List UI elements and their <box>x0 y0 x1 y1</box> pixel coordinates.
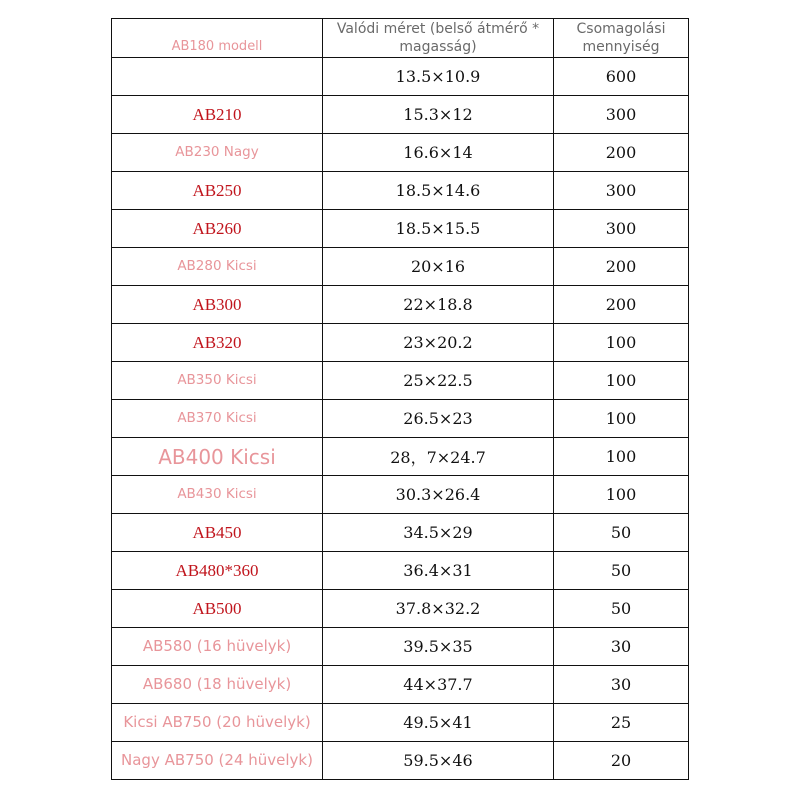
size-cell: 13.5×10.9 <box>323 58 554 96</box>
header-row <box>112 19 689 58</box>
size-cell: 30.3×26.4 <box>323 476 554 514</box>
model-cell <box>112 96 323 134</box>
model-cell <box>112 58 323 96</box>
table-row <box>112 248 689 286</box>
model-cell <box>112 742 323 780</box>
quantity-cell: 600 <box>554 58 689 96</box>
model-cell <box>112 476 323 514</box>
model-name: AB320 <box>192 332 242 352</box>
model-cell <box>112 628 323 666</box>
size-cell: 36.4×31 <box>323 552 554 590</box>
size-cell: 15.3×12 <box>323 96 554 134</box>
table-row <box>112 286 689 324</box>
quantity-cell: 300 <box>554 210 689 248</box>
quantity-cell: 20 <box>554 742 689 780</box>
model-name: AB370 Kicsi <box>177 410 257 426</box>
table-row <box>112 552 689 590</box>
model-name: AB300 <box>192 294 242 314</box>
table-row <box>112 628 689 666</box>
model-cell <box>112 666 323 704</box>
model-cell <box>112 552 323 590</box>
header-quantity: Csomagolási mennyiség <box>554 19 689 58</box>
model-cell <box>112 514 323 552</box>
model-name: AB250 <box>192 180 242 200</box>
size-cell: 26.5×23 <box>323 400 554 438</box>
table-row <box>112 96 689 134</box>
table-row <box>112 362 689 400</box>
quantity-cell: 300 <box>554 172 689 210</box>
table-row <box>112 400 689 438</box>
model-cell <box>112 704 323 742</box>
model-cell <box>112 286 323 324</box>
quantity-cell: 25 <box>554 704 689 742</box>
model-name: AB450 <box>192 522 242 542</box>
quantity-cell: 100 <box>554 476 689 514</box>
quantity-cell: 50 <box>554 552 689 590</box>
first-model-label: AB180 modell <box>171 38 263 54</box>
table-row <box>112 324 689 362</box>
size-cell: 18.5×14.6 <box>323 172 554 210</box>
size-cell: 28，7×24.7 <box>323 438 554 476</box>
model-name: AB500 <box>192 598 242 618</box>
quantity-cell: 100 <box>554 400 689 438</box>
model-cell <box>112 362 323 400</box>
table-body <box>112 19 689 780</box>
quantity-cell: 300 <box>554 96 689 134</box>
size-cell: 20×16 <box>323 248 554 286</box>
model-name: AB260 <box>192 218 242 238</box>
table-row <box>112 438 689 476</box>
size-cell: 44×37.7 <box>323 666 554 704</box>
quantity-cell: 50 <box>554 514 689 552</box>
size-cell: 37.8×32.2 <box>323 590 554 628</box>
model-name: AB230 Nagy <box>175 144 259 160</box>
quantity-cell: 100 <box>554 362 689 400</box>
model-name: AB430 Kicsi <box>177 486 257 502</box>
model-name: AB350 Kicsi <box>177 372 257 388</box>
header-size: Valódi méret (belső átmérő * magasság) <box>323 19 554 58</box>
table-row <box>112 476 689 514</box>
table-row <box>112 172 689 210</box>
size-cell: 25×22.5 <box>323 362 554 400</box>
model-cell <box>112 400 323 438</box>
table-row <box>112 134 689 172</box>
table-row <box>112 210 689 248</box>
size-cell: 18.5×15.5 <box>323 210 554 248</box>
quantity-cell: 100 <box>554 438 689 476</box>
quantity-cell: 200 <box>554 248 689 286</box>
size-cell: 49.5×41 <box>323 704 554 742</box>
table-row <box>112 704 689 742</box>
quantity-cell: 200 <box>554 134 689 172</box>
quantity-cell: 200 <box>554 286 689 324</box>
model-name: Nagy AB750 (24 hüvelyk) <box>121 751 313 769</box>
model-cell <box>112 590 323 628</box>
model-cell <box>112 438 323 476</box>
model-name: Kicsi AB750 (20 hüvelyk) <box>123 713 311 731</box>
table-row <box>112 742 689 780</box>
model-cell <box>112 172 323 210</box>
quantity-cell: 50 <box>554 590 689 628</box>
table-row <box>112 590 689 628</box>
model-cell <box>112 210 323 248</box>
size-cell: 34.5×29 <box>323 514 554 552</box>
table-row <box>112 58 689 96</box>
model-cell <box>112 134 323 172</box>
size-cell: 59.5×46 <box>323 742 554 780</box>
size-cell: 22×18.8 <box>323 286 554 324</box>
quantity-cell: 30 <box>554 666 689 704</box>
quantity-cell: 30 <box>554 628 689 666</box>
header-model-cell <box>112 19 323 58</box>
model-name: AB280 Kicsi <box>177 258 257 274</box>
size-cell: 23×20.2 <box>323 324 554 362</box>
model-name: AB580 (16 hüvelyk) <box>142 637 292 655</box>
model-cell <box>112 324 323 362</box>
quantity-cell: 100 <box>554 324 689 362</box>
model-name: AB210 <box>192 104 242 124</box>
model-cell <box>112 248 323 286</box>
size-cell: 16.6×14 <box>323 134 554 172</box>
spec-table <box>111 18 689 780</box>
table-row <box>112 514 689 552</box>
model-name: AB480*360 <box>175 560 259 580</box>
size-cell: 39.5×35 <box>323 628 554 666</box>
model-name: AB400 Kicsi <box>158 444 276 469</box>
table-row <box>112 666 689 704</box>
model-name: AB680 (18 hüvelyk) <box>142 675 292 693</box>
